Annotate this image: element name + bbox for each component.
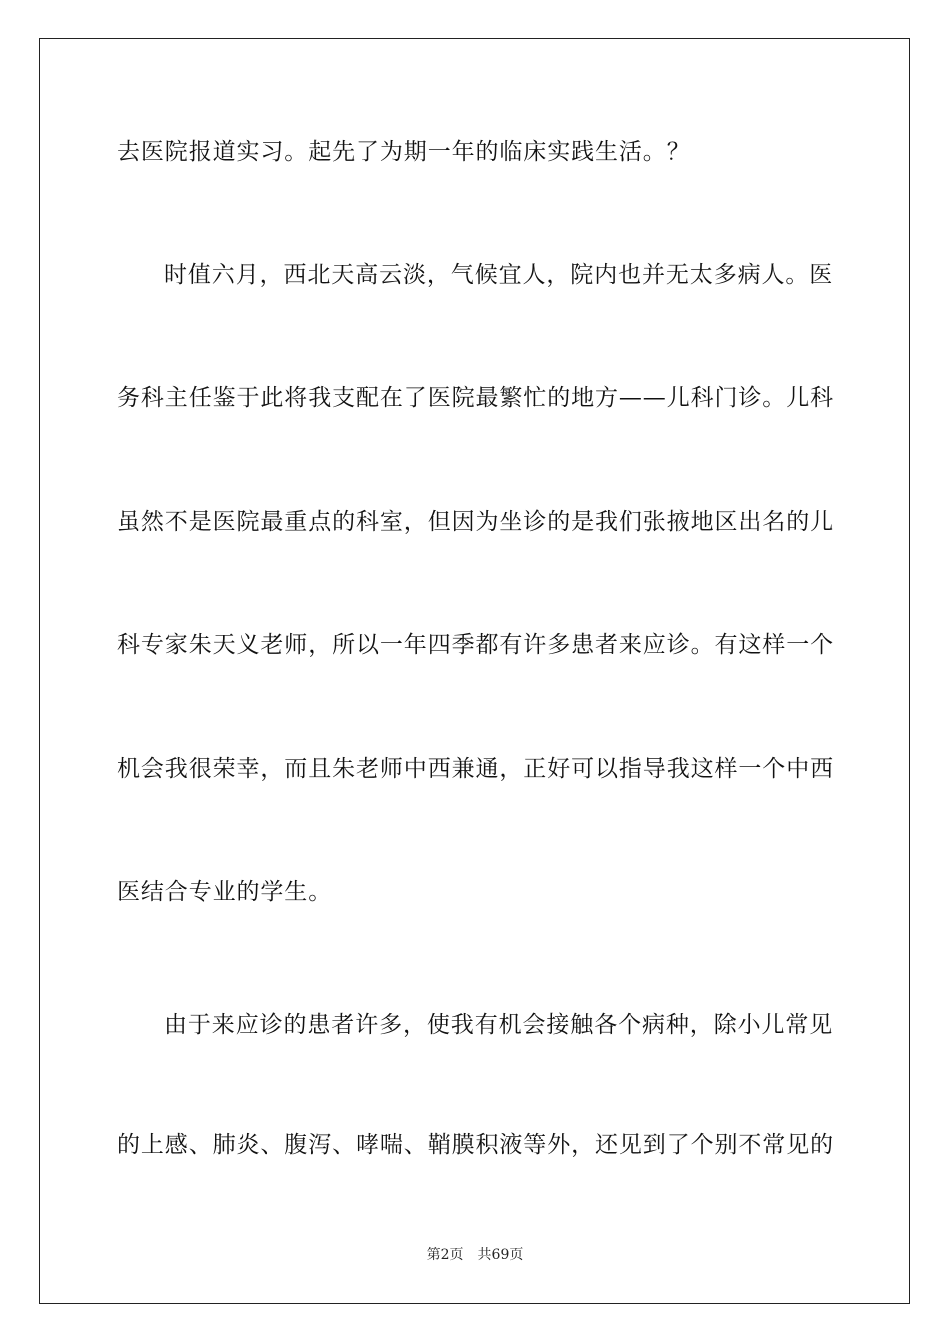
text-line: 的上感、肺炎、腹泻、哮喘、鞘膜积液等外，还见到了个别不常见的 bbox=[117, 1132, 834, 1158]
text-line: 去医院报道实习。起先了为期一年的临床实践生活。？ bbox=[117, 139, 691, 165]
page-footer bbox=[0, 1246, 950, 1264]
text-line: 医结合专业的学生。 bbox=[117, 879, 333, 905]
text-line: 由于来应诊的患者许多，使我有机会接触各个病种，除小儿常见 bbox=[164, 1012, 834, 1038]
text-line: 时值六月，西北天高云淡，气候宜人，院内也并无太多病人。医 bbox=[164, 262, 834, 288]
text-line: 机会我很荣幸，而且朱老师中西兼通，正好可以指导我这样一个中西 bbox=[117, 756, 834, 782]
page-border bbox=[39, 38, 910, 1304]
text-line: 虽然不是医院最重点的科室，但因为坐诊的是我们张掖地区出名的儿 bbox=[117, 509, 834, 535]
total-pages: 共69页 bbox=[477, 1247, 524, 1263]
text-line: 务科主任鉴于此将我支配在了医院最繁忙的地方——儿科门诊。儿科 bbox=[117, 385, 834, 411]
text-line: 科专家朱天义老师，所以一年四季都有许多患者来应诊。有这样一个 bbox=[117, 632, 834, 658]
page-number: 第2页 bbox=[426, 1247, 464, 1263]
